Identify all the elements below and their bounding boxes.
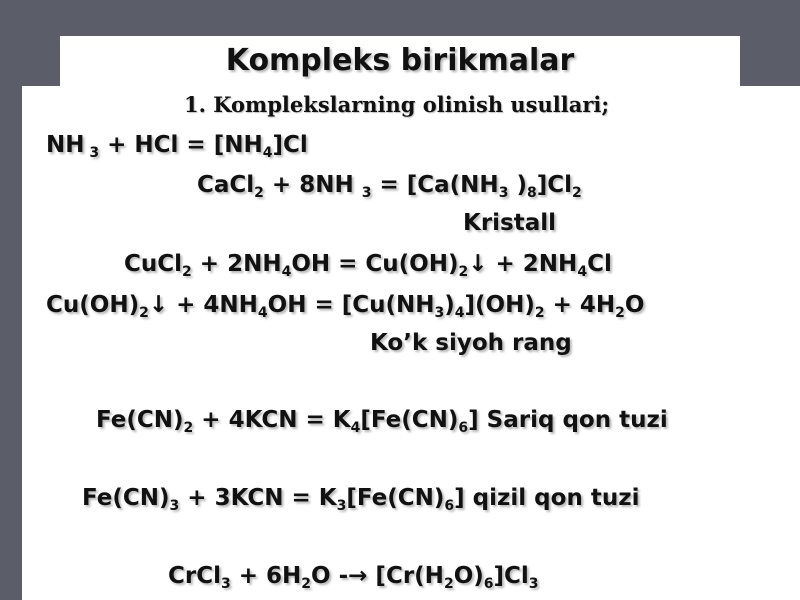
equation-text: ]Cl — [493, 563, 529, 589]
equation-text: ) — [444, 292, 455, 318]
equation-text: OH = [Cu(NH — [267, 292, 435, 318]
slide-title: Kompleks birikmalar — [225, 43, 575, 78]
equation-text: + 3KCN = K — [179, 485, 337, 511]
subscript: 2 — [139, 305, 149, 321]
subscript: 6 — [444, 498, 455, 514]
equation-crcl3-water — [168, 563, 539, 592]
equation-text: O — [624, 292, 645, 318]
note-kristall — [463, 212, 556, 235]
equation-text: + 4KCN = K — [193, 407, 351, 433]
subscript: 6 — [483, 576, 494, 592]
equation-text: ](OH) — [464, 292, 535, 318]
equation-text: [Fe(CN) — [360, 407, 459, 433]
equation-text: ] qizil qon tuzi — [454, 485, 640, 511]
equation-text: CrCl — [168, 563, 221, 589]
equation-text: Cu(OH) — [46, 292, 140, 318]
equation-text: Kristall — [463, 210, 557, 236]
subscript: 3 — [434, 305, 445, 321]
equation-text: [Fe(CN) — [346, 485, 445, 511]
equation-text: CuCl — [124, 251, 183, 277]
equation-text: + 4H — [544, 292, 616, 318]
equation-text: Fe(CN) — [96, 407, 184, 433]
background-band-top — [0, 0, 800, 36]
subscript: 2 — [443, 576, 454, 592]
equation-nh4cl — [46, 132, 308, 161]
subscript: 3 — [361, 185, 372, 201]
equation-text: ↓ + 4NH — [148, 292, 258, 318]
subscript: 4 — [257, 305, 268, 321]
subscript: 2 — [254, 185, 264, 201]
subscript: 4 — [454, 305, 465, 321]
equation-text: ) — [508, 172, 527, 198]
equation-text: OH = Cu(OH) — [291, 251, 459, 277]
equation-fe-cn3-kcn — [82, 485, 640, 514]
equation-text: O) — [453, 563, 484, 589]
subscript: 2 — [615, 305, 625, 321]
note-kok-siyoh-rang — [370, 332, 572, 355]
subscript: 2 — [182, 264, 192, 280]
subscript: 3 — [498, 185, 509, 201]
equation-text: ]Cl — [536, 172, 572, 198]
equation-text: + 2NH — [191, 251, 282, 277]
subscript: 2 — [458, 264, 469, 280]
subscript: 4 — [281, 264, 292, 280]
equation-text: Cl — [587, 251, 612, 277]
subscript: 3 — [84, 145, 100, 161]
subscript: 3 — [336, 498, 347, 514]
equation-text: + 6H — [230, 563, 302, 589]
slide-subtitle: 1. Komplekslarning olinish usullari; — [184, 92, 610, 117]
subscript: 2 — [534, 305, 545, 321]
background-band-left — [0, 86, 22, 600]
subscript: 3 — [169, 498, 180, 514]
subscript: 3 — [221, 576, 231, 592]
subscript: 2 — [183, 420, 194, 436]
equation-text: + HCl = [NH — [99, 132, 263, 158]
equation-cucl2-ammonium-hydroxide — [124, 251, 612, 280]
equation-text: NH — [46, 132, 85, 158]
equation-text: Fe(CN) — [82, 485, 170, 511]
subscript: 2 — [301, 576, 312, 592]
equation-text: O -→ [Cr(H — [311, 563, 444, 589]
subscript: 2 — [572, 185, 582, 201]
equation-cacl2-ammonia — [197, 172, 582, 201]
subscript: 4 — [577, 264, 588, 280]
subscript: 3 — [528, 576, 539, 592]
subscript: 4 — [262, 145, 273, 161]
equation-text: ]Cl — [272, 132, 308, 158]
subscript: 6 — [458, 420, 469, 436]
equation-fe-cn2-kcn — [96, 407, 668, 436]
subscript: 4 — [350, 420, 361, 436]
equation-text: Ko’k siyoh rang — [370, 330, 572, 356]
equation-text: ↓ + 2NH — [468, 251, 578, 277]
subscript: 8 — [526, 185, 537, 201]
equation-text: + 8NH — [263, 172, 362, 198]
equation-text: = [Ca(NH — [371, 172, 499, 198]
equation-text: CaCl — [197, 172, 255, 198]
equation-text: ] Sariq qon tuzi — [468, 407, 668, 433]
equation-cu-hydroxide-complex — [46, 292, 645, 321]
